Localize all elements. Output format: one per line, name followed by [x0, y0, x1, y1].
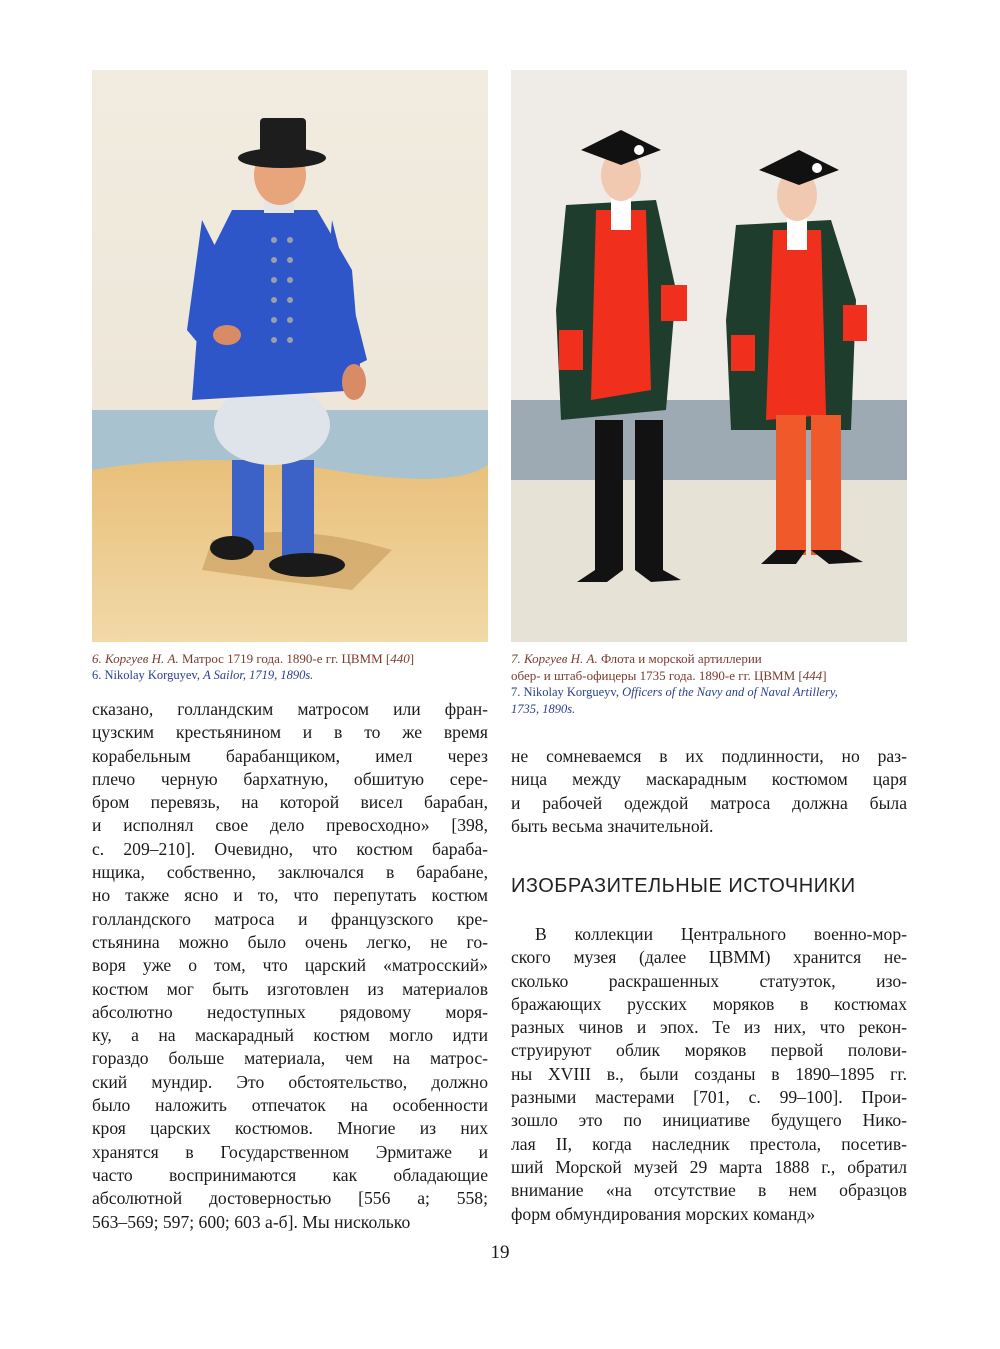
text-line: часто воспринимаются как обладающие [92, 1164, 488, 1185]
right-column-text-top [511, 745, 907, 838]
figure-7-caption-ru: 7. Коргуев Н. А. Флота и морской артиллерии обер- и штаб-офицеры 1735 года. 1890-е гг. ЦВММ [444] [511, 651, 827, 683]
text-line: В коллекции Центрального военно-мор- [535, 924, 907, 944]
text-line: ны XVIII в., были созданы в 1890–1895 гг. [511, 1063, 907, 1084]
text-line: но также ясно и то, что перепутать костюм [92, 885, 488, 906]
text-line: хранятся в Государственном Эрмитаже и [92, 1141, 488, 1162]
text-line: ку, а на маскарадный костюм могло идти [92, 1025, 488, 1046]
text-line: сколько раскрашенных статуэток, изо- [511, 970, 907, 991]
text-line: и рабочей одеждой матроса должна была [511, 792, 907, 813]
text-line: нщика, собственно, заключался в барабане, [92, 862, 488, 883]
text-line: сказано, голландским матросом или фран- [92, 699, 488, 719]
text-line: абсолютно недоступных рядовому моря- [92, 1001, 488, 1022]
text-line: ший Морской музей 29 марта 1888 г., обратил [511, 1156, 907, 1177]
text-line: цузским крестьянином и в то же время [92, 722, 488, 743]
text-line: внимание «на отсутствие в нем образцов [511, 1180, 907, 1201]
text-line: зошло это по инициативе будущего Нико- [511, 1110, 907, 1131]
figure-7-caption-en: 7. Nikolay Korgueyv, Officers of the Navy and of Naval Artillery, 1735, 1890s. [511, 685, 838, 716]
text-line: бром перевязь, на которой висел барабан, [92, 792, 488, 813]
figure-7-caption [511, 650, 911, 718]
text-line: и исполнял свое дело превосходно» [398, [92, 815, 488, 836]
left-column-text [92, 698, 488, 1234]
text-line: абсолютной достоверностью [556 а; 558; [92, 1188, 488, 1209]
text-line: ского музея (далее ЦВММ) хранится не- [511, 947, 907, 968]
text-line: с. 209–210]. Очевидно, что костюм бараба- [92, 838, 488, 859]
text-line: бражающих русских моряков в костюмах [511, 993, 907, 1014]
figure-6-caption-ru: 6. Коргуев Н. А. Матрос 1719 года. 1890-е гг. ЦВММ [440] [92, 651, 415, 666]
text-line: разными мастерами [701, с. 99–100]. Прои- [511, 1087, 907, 1108]
text-line: кроя царских костюмов. Многие из них [92, 1118, 488, 1139]
figure-6-caption-en: 6. Nikolay Korguyev, A Sailor, 1719, 1890s. [92, 668, 314, 682]
sailor-illustration [92, 70, 488, 642]
page-number: 19 [490, 1242, 510, 1263]
text-line: плечо черную бархатную, обшитую сере- [92, 768, 488, 789]
officers-illustration [511, 70, 907, 642]
text-line: стьянина можно было очень легко, не го- [92, 931, 488, 952]
right-column-text-bottom [511, 923, 907, 1226]
text-line: было наложить отпечаток на особенности [92, 1095, 488, 1116]
text-line: разных чинов и эпох. Те из них, что рекон- [511, 1017, 907, 1038]
text-line: лая II, когда наследник престола, посетив- [511, 1133, 907, 1154]
text-line: корабельным барабанщиком, имел через [92, 745, 488, 766]
figure-sailor-painting [92, 70, 488, 642]
text-line: голландского матроса и французского кре- [92, 908, 488, 929]
text-line: ница между маскарадным костюмом царя [511, 769, 907, 790]
text-line: воря уже о том, что царский «матросский» [92, 955, 488, 976]
figure-6-caption [92, 650, 492, 684]
section-heading: ИЗОБРАЗИТЕЛЬНЫЕ ИСТОЧНИКИ [511, 875, 856, 897]
figure-officers-painting [511, 70, 907, 642]
text-line: ский мундир. Это обстоятельство, должно [92, 1071, 488, 1092]
text-line: гораздо больше материала, чем на матрос- [92, 1048, 488, 1069]
text-line: форм обмундирования морских команд» [511, 1203, 816, 1224]
text-line: струируют облик моряков первой полови- [511, 1040, 907, 1061]
text-line: 563–569; 597; 600; 603 а-б]. Мы нисколько [92, 1211, 411, 1232]
text-line: костюм мог быть изготовлен из материалов [92, 978, 488, 999]
text-line: быть весьма значительной. [511, 815, 714, 836]
text-line: не сомневаемся в их подлинности, но раз- [511, 746, 907, 766]
